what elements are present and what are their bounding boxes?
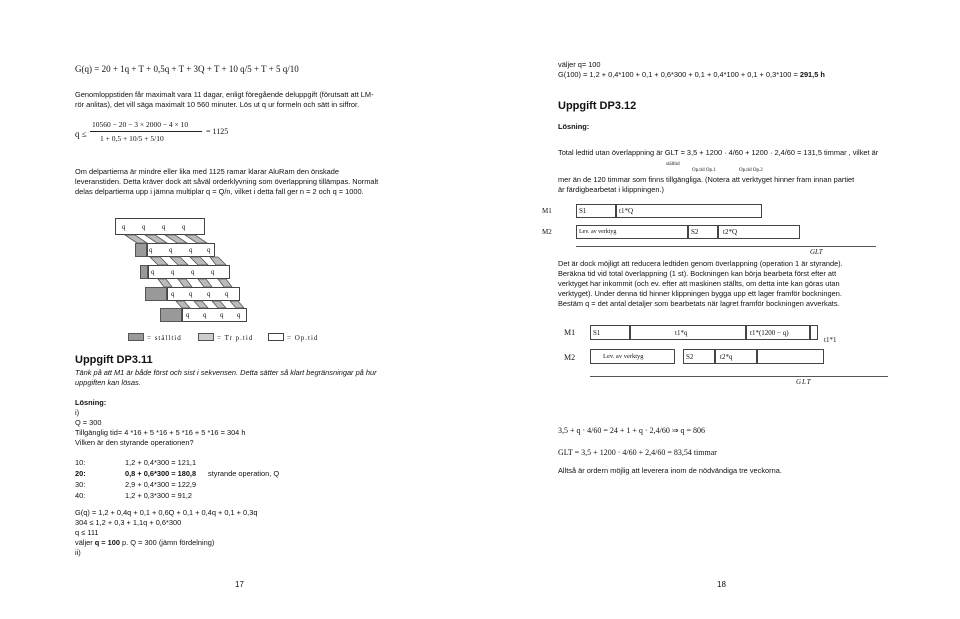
final-statement: Alltså är ordern möjlig att leverera inom de nödvändiga tre veckorna. [558, 466, 782, 475]
gantt-q: q [169, 246, 173, 254]
i-label: i) [75, 408, 80, 417]
d1-glt: GLT [810, 248, 823, 256]
d2-glt: GLT [796, 378, 812, 386]
d2-lev: Lev. av verktyg [603, 353, 644, 360]
losning-label-right: Lösning: [558, 122, 590, 131]
gantt-q: q [220, 311, 224, 319]
para-e: Bestäm q = det antal detaljer som bearbetats när lagret framför bockningen avverkats. [558, 299, 840, 308]
d1-lev: Lev. av verktyg [579, 229, 617, 235]
op-value: 0,8 + 0,6*300 = 180,8 [125, 469, 197, 478]
d2-t1-1: t1*1 [824, 336, 837, 344]
gantt-q: q [189, 290, 193, 298]
page-number-right: 18 [717, 580, 726, 589]
gantt-q: q [122, 223, 126, 231]
formula-g: G(q) = 20 + 1q + T + 0,5q + T + 3Q + T + 10 q/5 + T + 5 q/10 [75, 64, 299, 74]
gantt-q: q [149, 246, 153, 254]
gq-line3: q ≤ 111 [75, 528, 99, 537]
para-b: Beräkna tid vid total överlappning (1 st). Bockningen kan börja bearbeta först efter att [558, 269, 837, 278]
gantt-q: q [225, 290, 229, 298]
gantt-q: q [203, 311, 207, 319]
ineq-result: = 1125 [206, 127, 229, 136]
d2-s1: S1 [593, 329, 601, 337]
vilken-styrande: Vilken är den styrande operationen? [75, 438, 194, 447]
gantt-q: q [191, 268, 195, 276]
d1-s2: S2 [691, 228, 699, 236]
op-id: 40: [75, 491, 86, 500]
para2c: delas delpartierna upp i jämna multiplar q = Q/n, vilket i detta fall ger n = 2 och q = 1000. [75, 187, 364, 196]
total-c: är färdigbearbetat i klippningen.) [558, 185, 664, 194]
gantt-q: q [151, 268, 155, 276]
total-b: mer än de 120 timmar som finns tillgängliga. (Notera att verktyget hinner fram innan partiet [558, 175, 855, 184]
d2-t1q-box [630, 325, 746, 340]
gantt-q: q [171, 268, 175, 276]
para-a: Det är dock möjligt att reducera ledtiden genom överlappning (operation 1 är styrande). [558, 259, 843, 268]
para-d: verktyget). Under denna tid hinner klippningen bygga upp ett lager framför bockningen. [558, 289, 842, 298]
op-id: 20: [75, 469, 86, 478]
op-note: styrande operation, Q [208, 469, 280, 478]
d1-t1q-box [616, 204, 762, 218]
gantt-q: q [142, 223, 146, 231]
gantt-q: q [211, 268, 215, 276]
gantt-q: q [162, 223, 166, 231]
title-dp311: Uppgift DP3.11 [75, 354, 153, 366]
para1b: rör anlitas), det vill säga maximalt 10 560 minuter. Lös ut q ur formeln och sätt in siffror. [75, 100, 360, 109]
gq4-a: väljer [75, 538, 95, 547]
op-value: 2,9 + 0,4*300 = 122,9 [125, 480, 197, 489]
d1-m2: M2 [542, 228, 552, 236]
ii-label: ii) [75, 548, 81, 557]
d2-s2: S2 [686, 353, 694, 361]
d2-t1rest: t1*(1200 − q) [750, 329, 789, 337]
d1-s1: S1 [579, 207, 587, 215]
ineq-denominator: 1 + 0,5 + 10/5 + 5/10 [100, 134, 164, 143]
brace-label-op1: Op.tid Op.1 [692, 168, 716, 173]
brace-label-setup: ställtid [666, 162, 680, 167]
d2-t1q: t1*q [675, 329, 688, 337]
gq4-c: p. Q = 300 (jämn fördelning) [120, 538, 215, 547]
gantt-q: q [207, 290, 211, 298]
gq-line4 [75, 538, 214, 548]
d2-t2-rest-box [757, 349, 824, 364]
losning-label: Lösning: [75, 398, 107, 407]
op-value: 1,2 + 0,3*300 = 91,2 [125, 491, 192, 500]
d1-t1q: t1*Q [619, 207, 633, 215]
op-id: 30: [75, 480, 86, 489]
legend-transport-swatch [198, 333, 214, 341]
d2-t2q: t2*q [720, 353, 733, 361]
task-311b: uppgiften kan lösas. [75, 378, 141, 387]
equation-glt: GLT = 3,5 + 1200 · 4/60 + 2,4/60 = 83,54 timmar [558, 448, 717, 457]
gantt-q: q [189, 246, 193, 254]
ineq-q: q ≤ [75, 129, 87, 139]
gq4-b: q = 100 [94, 538, 120, 547]
legend-op: = Op.tid [287, 334, 319, 342]
d1-glt-line [576, 246, 876, 247]
para2a: Om delpartierna är mindre eller lika med 1125 ramar klarar AluRam den önskade [75, 167, 339, 176]
op-id: 10: [75, 458, 86, 467]
d1-m1: M1 [542, 207, 552, 215]
gantt-q: q [207, 246, 211, 254]
d1-t2q: t2*Q [723, 228, 737, 236]
gantt-q: q [186, 311, 190, 319]
op-value: 1,2 + 0,4*300 = 121,1 [125, 458, 197, 467]
gantt-q: q [171, 290, 175, 298]
equation-q: 3,5 + q · 4/60 = 24 + 1 + q · 2,4/60 ⇒ q = 806 [558, 426, 706, 435]
q300: Q = 300 [75, 418, 102, 427]
task-311a: Tänk på att M1 är både först och sist i sekvensen. Detta sätter så klart begränsningar på hur [75, 368, 377, 377]
para1: Genomloppstiden får maximalt vara 11 dagar, enligt föregående deluppgift (förutsatt att LM- [75, 90, 374, 99]
gantt-q: q [182, 223, 186, 231]
gantt-q: q [237, 311, 241, 319]
ineq-numerator: 10560 − 20 − 3 × 2000 − 4 × 10 [92, 120, 189, 129]
tillganglig-tid: Tillgänglig tid= 4 *16 + 5 *16 + 5 *16 + 5 *16 = 304 h [75, 428, 246, 437]
g100-line [558, 70, 825, 80]
d2-m1: M1 [564, 328, 576, 337]
valjer-q: väljer q= 100 [558, 60, 601, 69]
d2-m2: M2 [564, 353, 576, 362]
para-c: verktyget har inkommit (och ev. efter att maskinen ställts, om detta inte kan göras utan [558, 279, 840, 288]
legend-setup-swatch [128, 333, 144, 341]
para2b: leveranstiden. Detta kräver dock att såväl orderklyvning som överlappning tillämpas. Normalt [75, 177, 379, 186]
title-dp312: Uppgift DP3.12 [558, 100, 637, 112]
legend-op-swatch [268, 333, 284, 341]
brace-label-op2: Op.tid Op.2 [739, 168, 763, 173]
d2-glt-line [590, 376, 888, 377]
g100-b: 291,5 h [799, 70, 825, 79]
legend-setup: = ställtid [147, 334, 182, 342]
legend-transport: = Tr p.tid [217, 334, 254, 342]
page-number-left: 17 [235, 580, 244, 589]
total-ledtid: Total ledtid utan överlappning är GLT = 3,5 + 1200 · 4/60 + 1200 · 2,4/60 = 131,5 timmar , vilket är [558, 148, 879, 157]
g100-a: G(100) = 1,2 + 0,4*100 + 0,1 + 0,6*300 + 0,1 + 0,4*100 + 0,1 + 0,3*100 = [558, 70, 800, 79]
gq-line1: G(q) = 1,2 + 0,4q + 0,1 + 0,6Q + 0,1 + 0,4q + 0,1 + 0,3q [75, 508, 258, 517]
d2-t1-1-box [810, 325, 818, 340]
gq-line2: 304 ≤ 1,2 + 0,3 + 1,1q + 0,6*300 [75, 518, 182, 527]
right-page [480, 0, 960, 619]
